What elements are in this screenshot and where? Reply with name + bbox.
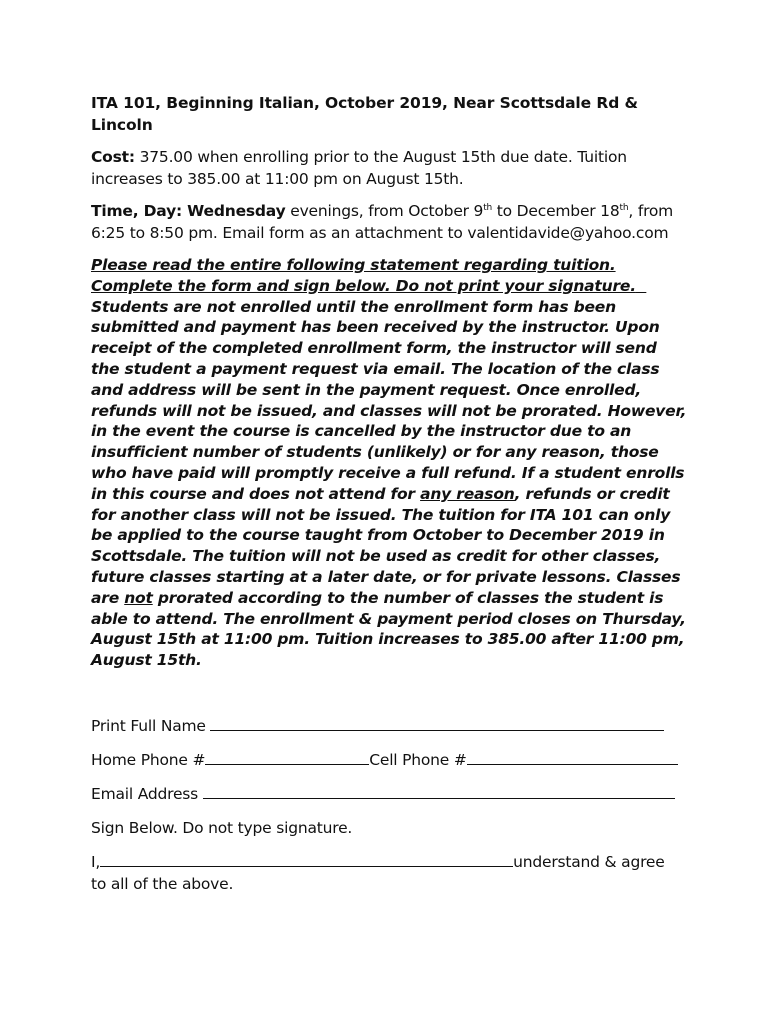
time-label: Time, Day: Wednesday bbox=[91, 202, 286, 220]
tuition-statement bbox=[91, 255, 687, 671]
email-row bbox=[91, 783, 691, 805]
time-sup-1: th bbox=[483, 203, 493, 213]
statement-emphasis-any-reason: any reason bbox=[420, 484, 515, 503]
cell-phone-field[interactable] bbox=[467, 749, 678, 765]
time-paragraph bbox=[91, 201, 691, 244]
signature-field[interactable] bbox=[100, 851, 513, 867]
cell-phone-label: Cell Phone # bbox=[369, 751, 467, 769]
time-text-1: evenings, from October 9 bbox=[285, 202, 484, 220]
cost-label: Cost: bbox=[91, 148, 135, 166]
full-name-label: Print Full Name bbox=[91, 717, 206, 735]
document-body bbox=[91, 92, 691, 671]
full-name-field[interactable] bbox=[210, 715, 664, 731]
statement-body-1: Students are not enrolled until the enrollment form has been submitted and payment has been received by the instructor. Upon receipt of the completed enrollment form, the instructor will send the student a payment request via email. The location of the class and address will be sent in the payment request. Once enrolled, refunds will not be issued, and classes will not be prorated. However, in the event the course is cancelled by the instructor due to an insufficient number of students (unlikely) or for any reason, those who have paid will promptly receive a full refund. If a student enrolls in this course and does not attend for bbox=[91, 297, 687, 503]
statement-body-3: prorated according to the number of classes the student is able to attend. The enrollment & payment period closes on Thursday, August 15th at 11:00 pm. Tuition increases to 385.00 after 11:00 pm, August 15th. bbox=[91, 588, 686, 670]
statement-emphasis-not: not bbox=[124, 588, 153, 607]
time-text-3: , from 6:25 to 8:50 pm. Email form as an attachment to valentidavide@yahoo.com bbox=[91, 202, 674, 242]
sign-instruction: Sign Below. Do not type signature. bbox=[91, 819, 353, 837]
statement-body-2: , refunds or credit for another class will not be issued. The tuition for ITA 101 can only be applied to the course taught from October to December 2019 in Scottsdale. The tuition will not be used as credit for other classes, future classes starting at a later date, or for private lessons. Classes are bbox=[91, 484, 681, 607]
enrollment-form bbox=[91, 715, 691, 895]
agree-line-2: to all of the above. bbox=[91, 874, 234, 893]
email-label: Email Address bbox=[91, 785, 199, 803]
course-title: ITA 101, Beginning Italian, October 2019, Near Scottsdale Rd & Lincoln bbox=[91, 94, 638, 134]
email-field[interactable] bbox=[203, 783, 675, 799]
full-name-row bbox=[91, 715, 691, 737]
agree-prefix: I, bbox=[91, 853, 101, 871]
home-phone-field[interactable] bbox=[205, 749, 369, 765]
time-sup-2: th bbox=[619, 203, 629, 213]
statement-heading-1: Please read the entire following statement regarding tuition. bbox=[91, 256, 616, 274]
home-phone-label: Home Phone # bbox=[91, 751, 206, 769]
agree-suffix: understand & agree bbox=[513, 853, 665, 871]
agreement bbox=[91, 851, 691, 895]
cost-text: 375.00 when enrolling prior to the August 15th due date. Tuition increases to 385.00 at 11:00 pm on August 15th. bbox=[91, 148, 627, 188]
cost-paragraph bbox=[91, 147, 691, 190]
phone-row bbox=[91, 749, 691, 771]
time-text-2: to December 18 bbox=[492, 202, 620, 220]
sign-instruction-row bbox=[91, 817, 691, 839]
statement-heading-2: Complete the form and sign below. Do not print your signature. bbox=[91, 276, 636, 295]
